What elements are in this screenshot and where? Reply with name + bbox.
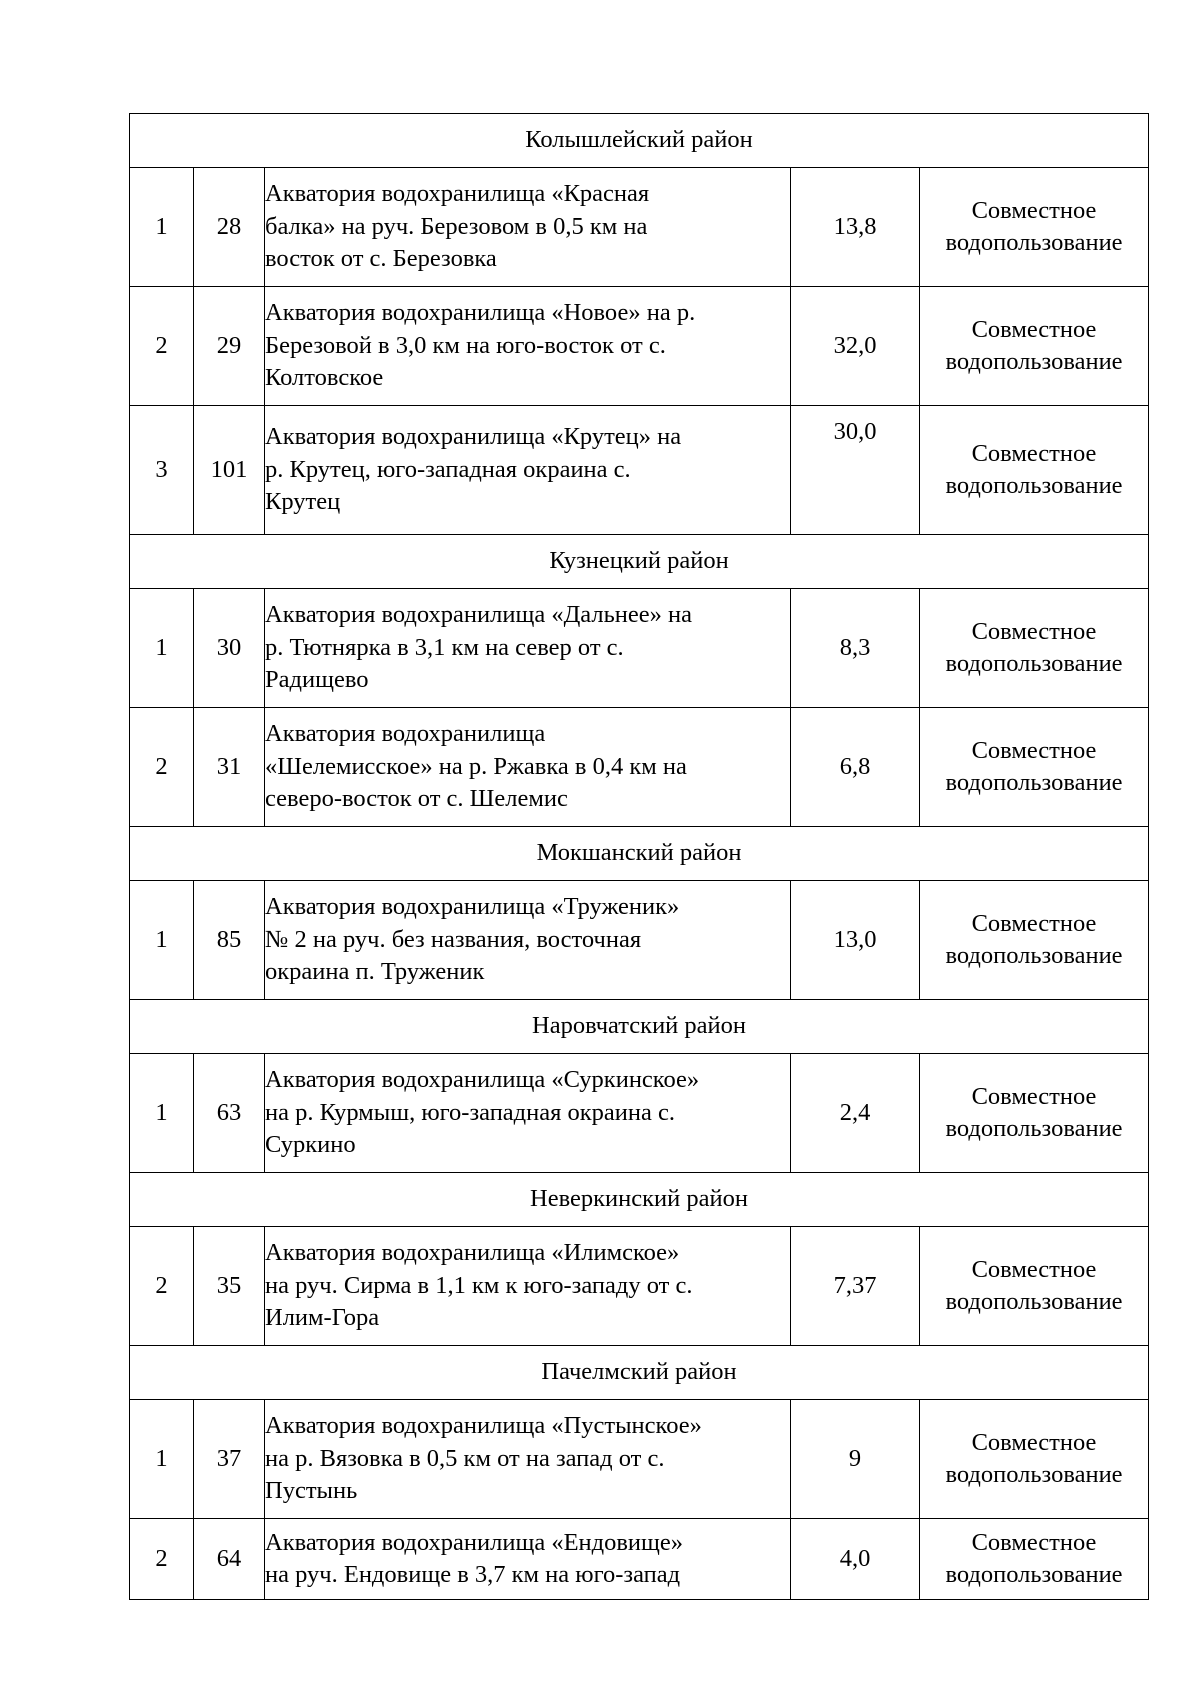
usage-type xyxy=(920,708,1149,827)
usage-type-line: водопользование xyxy=(945,942,1123,969)
object-number: 85 xyxy=(194,881,265,1000)
object-description xyxy=(265,287,791,406)
description-line: Акватория водохранилища «Ендовище» xyxy=(265,1528,684,1556)
description-line: на р. Курмыш, юго-западная окраина с. xyxy=(265,1098,676,1126)
usage-type-line: водопользование xyxy=(945,229,1123,256)
row-number: 2 xyxy=(130,1227,194,1346)
row-number: 1 xyxy=(130,1400,194,1519)
district-name: Мокшанский район xyxy=(130,827,1149,881)
district-name: Наровчатский район xyxy=(130,1000,1149,1054)
description-line: Радищево xyxy=(265,666,369,694)
object-number: 29 xyxy=(194,287,265,406)
row-number: 2 xyxy=(130,708,194,827)
description-line: на руч. Ендовище в 3,7 км на юго-запад xyxy=(265,1561,681,1588)
district-name: Кузнецкий район xyxy=(130,535,1149,589)
district-header-row xyxy=(130,114,1149,168)
area-value: 9 xyxy=(791,1400,920,1519)
description-line: окраина п. Труженик xyxy=(265,958,485,986)
description-line: балка» на руч. Березовом в 0,5 км на xyxy=(265,212,648,240)
table-row xyxy=(130,1227,1149,1346)
district-name: Неверкинский район xyxy=(130,1173,1149,1227)
description-line: на руч. Сирма в 1,1 км к юго-западу от с. xyxy=(265,1271,693,1299)
usage-type xyxy=(920,1227,1149,1346)
table-row xyxy=(130,881,1149,1000)
description-line: Акватория водохранилища «Труженик» xyxy=(265,893,680,921)
description-line: «Шелемисское» на р. Ржавка в 0,4 км на xyxy=(265,752,687,780)
area-value: 32,0 xyxy=(791,287,920,406)
object-number: 37 xyxy=(194,1400,265,1519)
district-header-row xyxy=(130,827,1149,881)
usage-type-line: Совместное xyxy=(971,1255,1097,1283)
usage-type-line: Совместное xyxy=(971,1082,1097,1110)
object-number: 35 xyxy=(194,1227,265,1346)
table-row xyxy=(130,708,1149,827)
district-header-row xyxy=(130,1000,1149,1054)
table-row xyxy=(130,406,1149,535)
object-description xyxy=(265,881,791,1000)
district-header-row xyxy=(130,1173,1149,1227)
row-number: 2 xyxy=(130,1519,194,1600)
area-value: 7,37 xyxy=(791,1227,920,1346)
district-name: Колышлейский район xyxy=(130,114,1149,168)
object-description xyxy=(265,168,791,287)
object-description xyxy=(265,1400,791,1519)
usage-type-line: Совместное xyxy=(971,736,1097,764)
table-row xyxy=(130,1054,1149,1173)
usage-type-line: Совместное xyxy=(971,196,1097,224)
usage-type-line: водопользование xyxy=(945,1561,1123,1588)
object-description xyxy=(265,1227,791,1346)
description-line: Акватория водохранилища «Новое» на р. xyxy=(265,299,696,327)
table-row xyxy=(130,1519,1149,1600)
description-line: Колтовское xyxy=(265,364,384,392)
row-number: 1 xyxy=(130,881,194,1000)
usage-type xyxy=(920,168,1149,287)
description-line: Акватория водохранилища «Дальнее» на xyxy=(265,601,692,629)
object-description xyxy=(265,589,791,708)
description-line: р. Тютнярка в 3,1 км на север от с. xyxy=(265,633,624,661)
object-number: 28 xyxy=(194,168,265,287)
usage-type-line: водопользование xyxy=(945,769,1123,796)
row-number: 2 xyxy=(130,287,194,406)
area-value: 8,3 xyxy=(791,589,920,708)
area-value: 4,0 xyxy=(791,1519,920,1600)
description-line: восток от с. Березовка xyxy=(265,245,497,273)
description-line: Акватория водохранилища «Суркинское» xyxy=(265,1066,700,1094)
description-line: Акватория водохранилища «Красная xyxy=(265,180,650,208)
object-description xyxy=(265,1054,791,1173)
area-value: 30,0 xyxy=(791,406,920,535)
area-value: 6,8 xyxy=(791,708,920,827)
description-line: Березовой в 3,0 км на юго-восток от с. xyxy=(265,331,666,359)
usage-type-line: водопользование xyxy=(945,1115,1123,1142)
area-value: 2,4 xyxy=(791,1054,920,1173)
usage-type xyxy=(920,1400,1149,1519)
district-header-row xyxy=(130,535,1149,589)
usage-type xyxy=(920,406,1149,535)
district-name: Пачелмский район xyxy=(130,1346,1149,1400)
description-line: Пустынь xyxy=(265,1477,358,1505)
row-number: 1 xyxy=(130,589,194,708)
object-number: 101 xyxy=(194,406,265,535)
usage-type xyxy=(920,1054,1149,1173)
description-line: Акватория водохранилища xyxy=(265,720,546,748)
usage-type xyxy=(920,589,1149,708)
usage-type-line: Совместное xyxy=(971,1428,1097,1456)
description-line: Илим-Гора xyxy=(265,1304,380,1332)
description-line: Акватория водохранилища «Крутец» на xyxy=(265,423,682,451)
area-value: 13,8 xyxy=(791,168,920,287)
object-description xyxy=(265,406,791,535)
description-line: Суркино xyxy=(265,1131,356,1159)
usage-type-line: водопользование xyxy=(945,1288,1123,1315)
usage-type-line: водопользование xyxy=(945,348,1123,375)
row-number: 3 xyxy=(130,406,194,535)
district-header-row xyxy=(130,1346,1149,1400)
usage-type xyxy=(920,287,1149,406)
description-line: № 2 на руч. без названия, восточная xyxy=(265,925,642,953)
object-description xyxy=(265,1519,791,1600)
row-number: 1 xyxy=(130,1054,194,1173)
object-number: 31 xyxy=(194,708,265,827)
area-value: 13,0 xyxy=(791,881,920,1000)
object-number: 64 xyxy=(194,1519,265,1600)
usage-type-line: Совместное xyxy=(971,909,1097,937)
usage-type-line: Совместное xyxy=(971,617,1097,645)
usage-type xyxy=(920,881,1149,1000)
table-row xyxy=(130,1400,1149,1519)
description-line: р. Крутец, юго-западная окраина с. xyxy=(265,455,631,483)
usage-type-line: водопользование xyxy=(945,1461,1123,1488)
description-line: на р. Вязовка в 0,5 км от на запад от с. xyxy=(265,1444,665,1472)
usage-type-line: водопользование xyxy=(945,650,1123,677)
description-line: Акватория водохранилища «Илимское» xyxy=(265,1239,680,1267)
description-line: Акватория водохранилища «Пустынское» xyxy=(265,1412,702,1440)
row-number: 1 xyxy=(130,168,194,287)
water-bodies-table xyxy=(129,113,1149,1600)
description-line: северо-восток от с. Шелемис xyxy=(265,785,568,813)
usage-type-line: Совместное xyxy=(971,439,1097,467)
description-line: Крутец xyxy=(265,488,341,516)
usage-type-line: Совместное xyxy=(971,315,1097,343)
table-row xyxy=(130,287,1149,406)
object-number: 63 xyxy=(194,1054,265,1173)
usage-type-line: Совместное xyxy=(971,1528,1097,1556)
table-body xyxy=(130,114,1149,1600)
object-description xyxy=(265,708,791,827)
usage-type xyxy=(920,1519,1149,1600)
usage-type-line: водопользование xyxy=(945,472,1123,499)
table-row xyxy=(130,589,1149,708)
object-number: 30 xyxy=(194,589,265,708)
table-row xyxy=(130,168,1149,287)
